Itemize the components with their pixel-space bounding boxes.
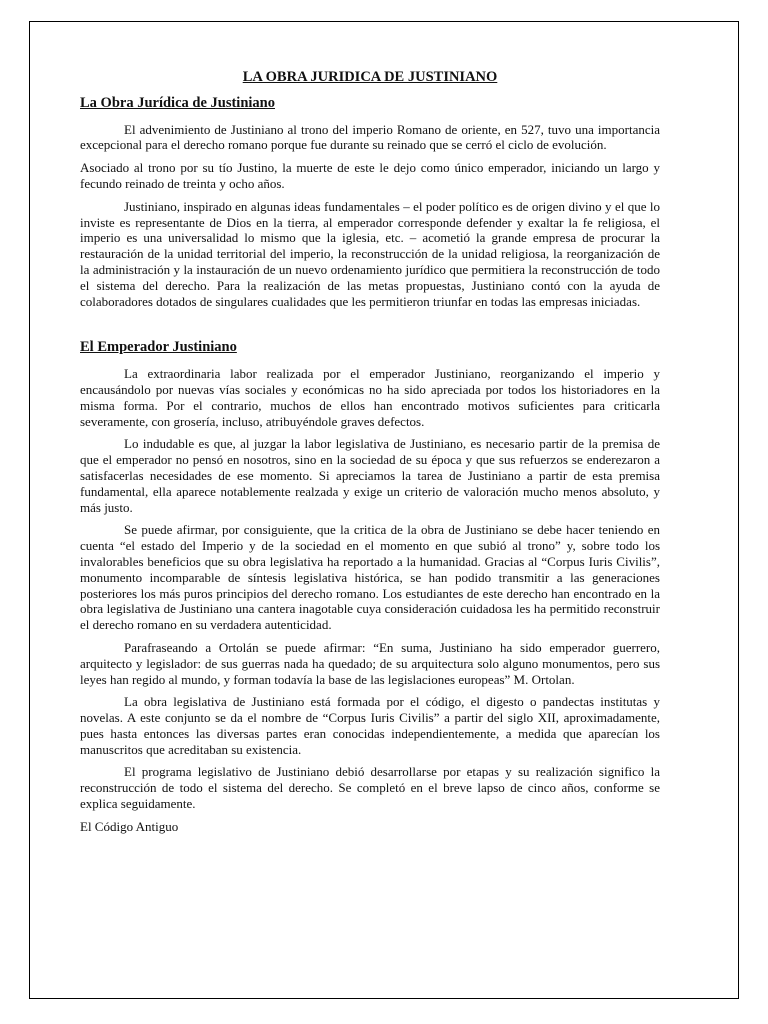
paragraph: Lo indudable es que, al juzgar la labor legislativa de Justiniano, es necesario partir de la premisa de que el emperador no pensó en nosotros, sino en la sociedad de su época y que sus refuerzos se enderezaron a satisfacerlas necesidades de ese momento. Si apreciamos la tarea de Justiniano a partir de esta premisa fundamental, ella aparece notablemente realzada y exige un criterio de valoración mucho menos absoluto, y más justo.	[80, 436, 660, 515]
section-spacer	[80, 316, 660, 340]
subsection-label: El Código Antiguo	[80, 818, 179, 834]
paragraph: Se puede afirmar, por consiguiente, que la critica de la obra de Justiniano se debe hacer teniendo en cuenta “el estado del Imperio y de la sociedad en el momento en que subió al trono” y, sobre todo los invalorables beneficios que su obra legislativa ha reportado a la humanidad. Gracias al “Corpus Iuris Civilis”, monumento incomparable de síntesis legislativa histórica, se han podido transmitir a las generaciones posteriores los más puros principios del derecho romano. Los estudiantes de este derecho han encontrado en la obra legislativa de Justiniano una cantera inagotable cuya consideración cuidadosa les ha permitido reconstruir el derecho romano en su verdadera autenticidad.	[80, 522, 660, 633]
paragraph: Asociado al trono por su tío Justino, la muerte de este le dejo como único emperador, iniciando un largo y fecundo reinado de treinta y ocho años.	[80, 160, 660, 191]
section-heading-obra-juridica: La Obra Jurídica de Justiniano	[80, 94, 275, 111]
document-title: LA OBRA JURIDICA DE JUSTINIANO	[242, 69, 498, 85]
paragraph: Parafraseando a Ortolán se puede afirmar: “En suma, Justiniano ha sido emperador guerrero, arquitecto y legislador: de sus guerras nada ha quedado; de su arquitectura solo alguno monumentos, pero sus leyes han regido al mundo, y forman todavía la base de las legislaciones europeas” M. Ortolan.	[80, 639, 660, 687]
document-body	[80, 70, 660, 842]
paragraph: La obra legislativa de Justiniano está formada por el código, el digesto o pandectas institutas y novelas. A este conjunto se da el nombre de “Corpus Iuris Civilis” a partir del siglo XII, aproximadamente, pues hasta entonces las diversas partes eran conocidas independientemente, a medida que aparecían los manuscritos que acreditaban su existencia.	[80, 694, 660, 757]
paragraph: El advenimiento de Justiniano al trono del imperio Romano de oriente, en 527, tuvo una importancia excepcional para el derecho romano porque fue durante su reinado que se cerró el ciclo de evolución.	[80, 121, 660, 153]
paragraph: El programa legislativo de Justiniano debió desarrollarse por etapas y su realización significo la reconstrucción de todo el sistema del derecho. Se completó en el breve lapso de cinco años, conforme se explica seguidamente.	[80, 764, 660, 812]
paragraph: La extraordinaria labor realizada por el emperador Justiniano, reorganizando el imperio y encausándolo por nuevas vías sociales y económicas no ha sido apreciada por todos los historiadores en la misma forma. Por el contrario, muchos de ellos han encontrado motivos suficientes para criticarla severamente, con grosería, incluso, atribuyéndole graves defectos.	[80, 366, 660, 429]
section-heading-emperador: El Emperador Justiniano	[80, 339, 237, 356]
paragraph: Justiniano, inspirado en algunas ideas fundamentales – el poder político es de origen divino y el que lo inviste es representante de Dios en la tierra, al emperador corresponde defender y exaltar la fe religiosa, el imperio es una universalidad lo mismo que la iglesia, etc. – acometió la grande empresa de procurar la restauración de la unidad territorial del imperio, la reconstrucción de la unidad religiosa, la reorganización de la administración y la instauración de un nuevo ordenamiento jurídico que permitiera la reconstrucción de todo el sistema del derecho. Para la realización de las metas propuestas, Justiniano contó con la ayuda de colaboradores dotados de singulares cualidades que les permitieron triunfar en todas las empresas iniciadas.	[80, 198, 660, 309]
